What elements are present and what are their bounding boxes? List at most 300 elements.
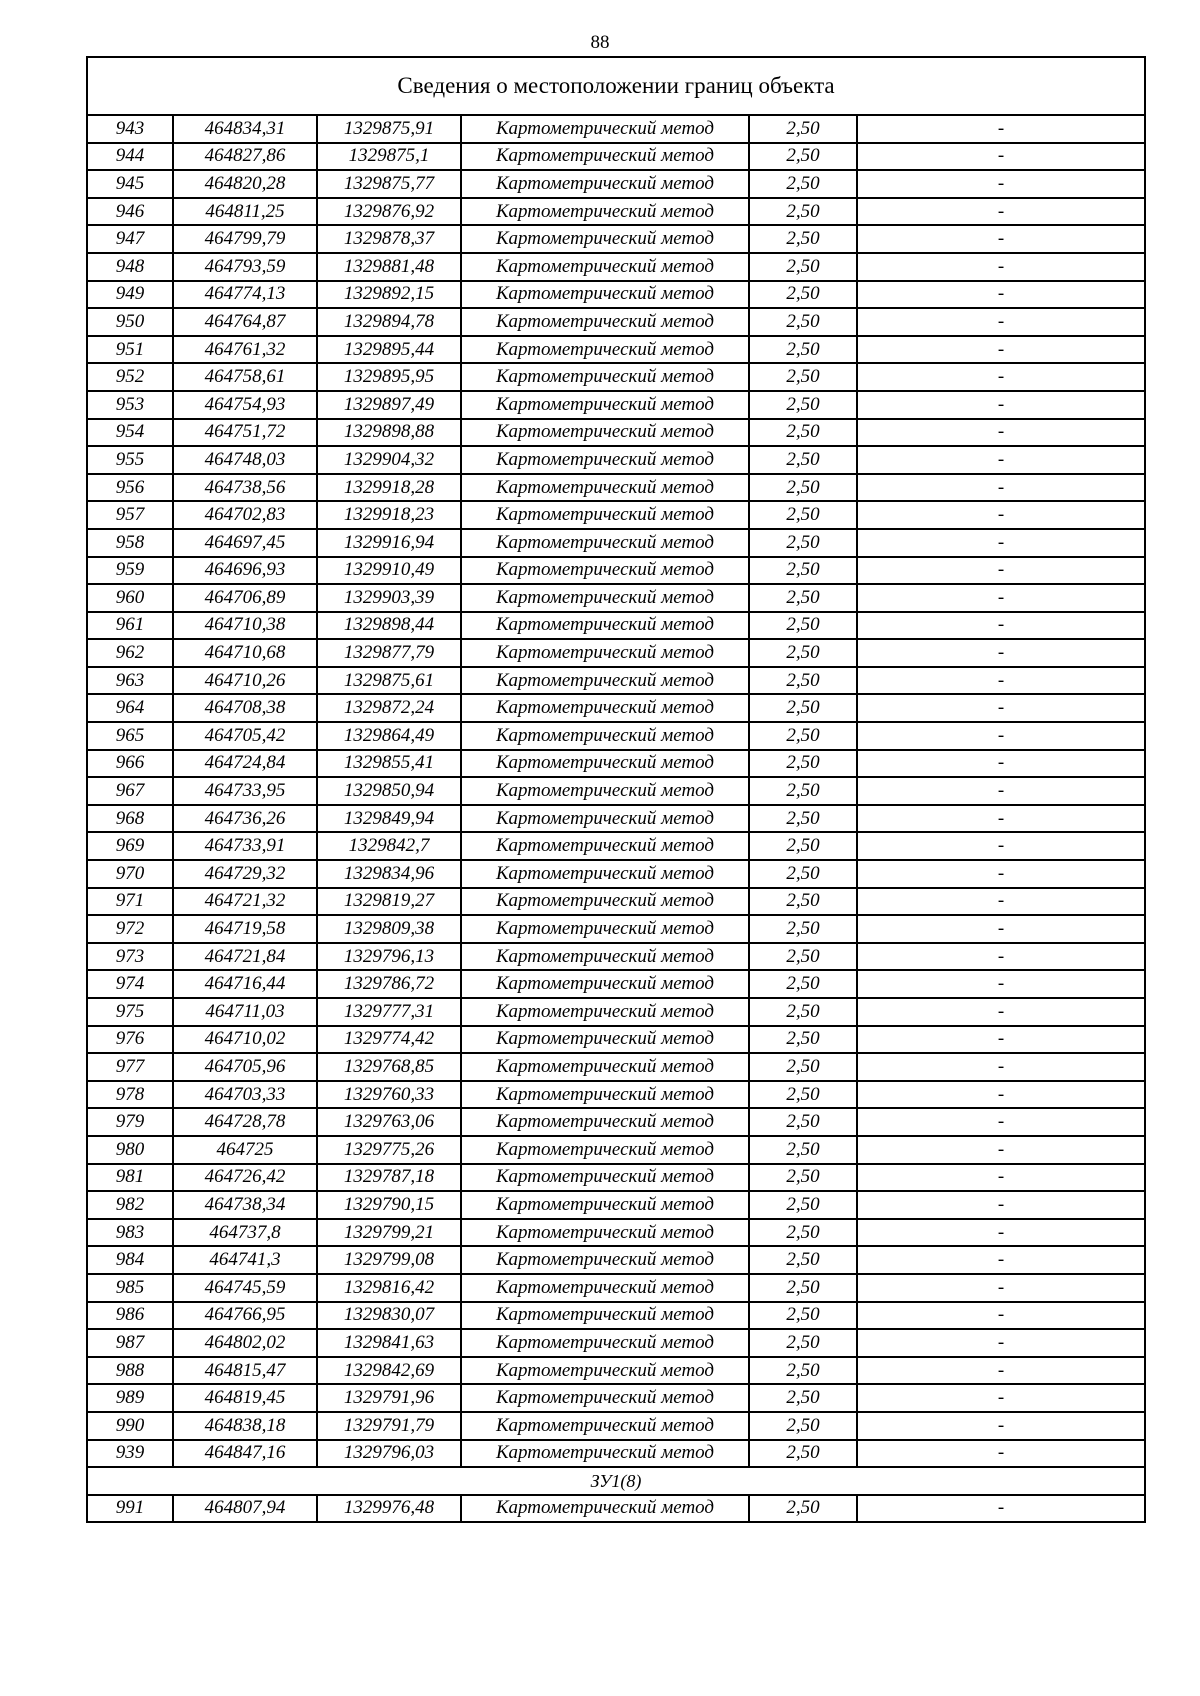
table-row (87, 1412, 1145, 1440)
accuracy-cell: 2,50 (749, 198, 857, 226)
x-coordinate-cell: 464751,72 (173, 419, 317, 447)
y-coordinate-cell: 1329775,26 (317, 1136, 461, 1164)
description-cell: - (857, 529, 1145, 557)
y-coordinate-cell: 1329830,07 (317, 1302, 461, 1330)
description-cell: - (857, 805, 1145, 833)
description-cell: - (857, 1329, 1145, 1357)
description-cell: - (857, 694, 1145, 722)
table-row (87, 225, 1145, 253)
description-cell: - (857, 1108, 1145, 1136)
table-row (87, 1108, 1145, 1136)
point-number-cell: 952 (87, 363, 173, 391)
table-row (87, 529, 1145, 557)
x-coordinate-cell: 464703,33 (173, 1081, 317, 1109)
description-cell: - (857, 501, 1145, 529)
point-number-cell: 983 (87, 1219, 173, 1247)
accuracy-cell: 2,50 (749, 115, 857, 143)
accuracy-cell: 2,50 (749, 557, 857, 585)
method-cell: Картометрический метод (461, 225, 749, 253)
point-number-cell: 982 (87, 1191, 173, 1219)
table-row (87, 1081, 1145, 1109)
point-number-cell: 947 (87, 225, 173, 253)
accuracy-cell: 2,50 (749, 584, 857, 612)
accuracy-cell: 2,50 (749, 446, 857, 474)
description-cell: - (857, 943, 1145, 971)
x-coordinate-cell: 464710,38 (173, 612, 317, 640)
y-coordinate-cell: 1329777,31 (317, 998, 461, 1026)
description-cell: - (857, 612, 1145, 640)
table-row (87, 832, 1145, 860)
accuracy-cell: 2,50 (749, 474, 857, 502)
point-number-cell: 991 (87, 1495, 173, 1523)
y-coordinate-cell: 1329760,33 (317, 1081, 461, 1109)
method-cell: Картометрический метод (461, 832, 749, 860)
x-coordinate-cell: 464819,45 (173, 1384, 317, 1412)
table-row (87, 915, 1145, 943)
accuracy-cell: 2,50 (749, 1246, 857, 1274)
y-coordinate-cell: 1329895,95 (317, 363, 461, 391)
method-cell: Картометрический метод (461, 584, 749, 612)
x-coordinate-cell: 464726,42 (173, 1164, 317, 1192)
table-row (87, 667, 1145, 695)
point-number-cell: 975 (87, 998, 173, 1026)
description-cell: - (857, 1357, 1145, 1385)
table-row (87, 1357, 1145, 1385)
table-row (87, 970, 1145, 998)
table-row (87, 1053, 1145, 1081)
table-row (87, 391, 1145, 419)
table-body (87, 57, 1145, 1522)
accuracy-cell: 2,50 (749, 1026, 857, 1054)
x-coordinate-cell: 464702,83 (173, 501, 317, 529)
accuracy-cell: 2,50 (749, 694, 857, 722)
point-number-cell: 984 (87, 1246, 173, 1274)
point-number-cell: 957 (87, 501, 173, 529)
method-cell: Картометрический метод (461, 722, 749, 750)
point-number-cell: 974 (87, 970, 173, 998)
method-cell: Картометрический метод (461, 943, 749, 971)
description-cell: - (857, 446, 1145, 474)
method-cell: Картометрический метод (461, 1274, 749, 1302)
x-coordinate-cell: 464820,28 (173, 170, 317, 198)
x-coordinate-cell: 464834,31 (173, 115, 317, 143)
description-cell: - (857, 253, 1145, 281)
y-coordinate-cell: 1329916,94 (317, 529, 461, 557)
x-coordinate-cell: 464815,47 (173, 1357, 317, 1385)
method-cell: Картометрический метод (461, 888, 749, 916)
description-cell: - (857, 225, 1145, 253)
point-number-cell: 958 (87, 529, 173, 557)
description-cell: - (857, 170, 1145, 198)
table-row (87, 1495, 1145, 1523)
section-row (87, 1467, 1145, 1495)
y-coordinate-cell: 1329850,94 (317, 777, 461, 805)
x-coordinate-cell: 464710,02 (173, 1026, 317, 1054)
method-cell: Картометрический метод (461, 612, 749, 640)
method-cell: Картометрический метод (461, 1329, 749, 1357)
accuracy-cell: 2,50 (749, 943, 857, 971)
y-coordinate-cell: 1329809,38 (317, 915, 461, 943)
point-number-cell: 966 (87, 750, 173, 778)
table-row (87, 419, 1145, 447)
y-coordinate-cell: 1329842,69 (317, 1357, 461, 1385)
y-coordinate-cell: 1329819,27 (317, 888, 461, 916)
x-coordinate-cell: 464802,02 (173, 1329, 317, 1357)
method-cell: Картометрический метод (461, 143, 749, 171)
description-cell: - (857, 363, 1145, 391)
method-cell: Картометрический метод (461, 557, 749, 585)
method-cell: Картометрический метод (461, 1384, 749, 1412)
y-coordinate-cell: 1329790,15 (317, 1191, 461, 1219)
accuracy-cell: 2,50 (749, 970, 857, 998)
x-coordinate-cell: 464719,58 (173, 915, 317, 943)
table-row (87, 1246, 1145, 1274)
accuracy-cell: 2,50 (749, 1108, 857, 1136)
method-cell: Картометрический метод (461, 446, 749, 474)
accuracy-cell: 2,50 (749, 225, 857, 253)
table-row (87, 1136, 1145, 1164)
accuracy-cell: 2,50 (749, 391, 857, 419)
description-cell: - (857, 667, 1145, 695)
x-coordinate-cell: 464754,93 (173, 391, 317, 419)
table-row (87, 1026, 1145, 1054)
accuracy-cell: 2,50 (749, 1384, 857, 1412)
description-cell: - (857, 143, 1145, 171)
point-number-cell: 945 (87, 170, 173, 198)
y-coordinate-cell: 1329918,23 (317, 501, 461, 529)
point-number-cell: 976 (87, 1026, 173, 1054)
description-cell: - (857, 474, 1145, 502)
table-row (87, 115, 1145, 143)
x-coordinate-cell: 464847,16 (173, 1440, 317, 1468)
table-row (87, 777, 1145, 805)
x-coordinate-cell: 464710,68 (173, 639, 317, 667)
x-coordinate-cell: 464697,45 (173, 529, 317, 557)
method-cell: Картометрический метод (461, 1053, 749, 1081)
point-number-cell: 968 (87, 805, 173, 833)
x-coordinate-cell: 464738,56 (173, 474, 317, 502)
y-coordinate-cell: 1329895,44 (317, 336, 461, 364)
y-coordinate-cell: 1329796,03 (317, 1440, 461, 1468)
accuracy-cell: 2,50 (749, 777, 857, 805)
point-number-cell: 990 (87, 1412, 173, 1440)
y-coordinate-cell: 1329787,18 (317, 1164, 461, 1192)
accuracy-cell: 2,50 (749, 1329, 857, 1357)
y-coordinate-cell: 1329816,42 (317, 1274, 461, 1302)
y-coordinate-cell: 1329768,85 (317, 1053, 461, 1081)
x-coordinate-cell: 464729,32 (173, 860, 317, 888)
method-cell: Картометрический метод (461, 777, 749, 805)
accuracy-cell: 2,50 (749, 308, 857, 336)
table-row (87, 1191, 1145, 1219)
table-row (87, 943, 1145, 971)
point-number-cell: 960 (87, 584, 173, 612)
description-cell: - (857, 115, 1145, 143)
point-number-cell: 943 (87, 115, 173, 143)
point-number-cell: 946 (87, 198, 173, 226)
point-number-cell: 969 (87, 832, 173, 860)
point-number-cell: 970 (87, 860, 173, 888)
description-cell: - (857, 557, 1145, 585)
x-coordinate-cell: 464761,32 (173, 336, 317, 364)
y-coordinate-cell: 1329876,92 (317, 198, 461, 226)
point-number-cell: 964 (87, 694, 173, 722)
description-cell: - (857, 1384, 1145, 1412)
accuracy-cell: 2,50 (749, 998, 857, 1026)
accuracy-cell: 2,50 (749, 1412, 857, 1440)
method-cell: Картометрический метод (461, 1136, 749, 1164)
method-cell: Картометрический метод (461, 391, 749, 419)
point-number-cell: 965 (87, 722, 173, 750)
x-coordinate-cell: 464774,13 (173, 281, 317, 309)
x-coordinate-cell: 464721,32 (173, 888, 317, 916)
point-number-cell: 954 (87, 419, 173, 447)
y-coordinate-cell: 1329875,1 (317, 143, 461, 171)
accuracy-cell: 2,50 (749, 1081, 857, 1109)
method-cell: Картометрический метод (461, 1246, 749, 1274)
accuracy-cell: 2,50 (749, 1191, 857, 1219)
x-coordinate-cell: 464748,03 (173, 446, 317, 474)
point-number-cell: 951 (87, 336, 173, 364)
table-title-row (87, 57, 1145, 115)
method-cell: Картометрический метод (461, 1219, 749, 1247)
x-coordinate-cell: 464725 (173, 1136, 317, 1164)
accuracy-cell: 2,50 (749, 1440, 857, 1468)
y-coordinate-cell: 1329791,79 (317, 1412, 461, 1440)
method-cell: Картометрический метод (461, 970, 749, 998)
table-row (87, 253, 1145, 281)
method-cell: Картометрический метод (461, 336, 749, 364)
y-coordinate-cell: 1329872,24 (317, 694, 461, 722)
accuracy-cell: 2,50 (749, 529, 857, 557)
method-cell: Картометрический метод (461, 198, 749, 226)
accuracy-cell: 2,50 (749, 805, 857, 833)
description-cell: - (857, 1219, 1145, 1247)
method-cell: Картометрический метод (461, 1026, 749, 1054)
table-row (87, 584, 1145, 612)
point-number-cell: 988 (87, 1357, 173, 1385)
accuracy-cell: 2,50 (749, 722, 857, 750)
y-coordinate-cell: 1329877,79 (317, 639, 461, 667)
x-coordinate-cell: 464721,84 (173, 943, 317, 971)
x-coordinate-cell: 464811,25 (173, 198, 317, 226)
y-coordinate-cell: 1329791,96 (317, 1384, 461, 1412)
section-label: ЗУ1(8) (87, 1467, 1145, 1495)
x-coordinate-cell: 464710,26 (173, 667, 317, 695)
table-row (87, 639, 1145, 667)
accuracy-cell: 2,50 (749, 1053, 857, 1081)
table-row (87, 722, 1145, 750)
description-cell: - (857, 584, 1145, 612)
point-number-cell: 979 (87, 1108, 173, 1136)
method-cell: Картометрический метод (461, 170, 749, 198)
method-cell: Картометрический метод (461, 363, 749, 391)
y-coordinate-cell: 1329918,28 (317, 474, 461, 502)
point-number-cell: 939 (87, 1440, 173, 1468)
y-coordinate-cell: 1329875,61 (317, 667, 461, 695)
point-number-cell: 971 (87, 888, 173, 916)
description-cell: - (857, 1053, 1145, 1081)
table-row (87, 1384, 1145, 1412)
description-cell: - (857, 1191, 1145, 1219)
point-number-cell: 956 (87, 474, 173, 502)
x-coordinate-cell: 464733,91 (173, 832, 317, 860)
method-cell: Картометрический метод (461, 1081, 749, 1109)
description-cell: - (857, 639, 1145, 667)
table-row (87, 694, 1145, 722)
table-row (87, 281, 1145, 309)
y-coordinate-cell: 1329881,48 (317, 253, 461, 281)
point-number-cell: 963 (87, 667, 173, 695)
x-coordinate-cell: 464696,93 (173, 557, 317, 585)
point-number-cell: 944 (87, 143, 173, 171)
method-cell: Картометрический метод (461, 694, 749, 722)
point-number-cell: 950 (87, 308, 173, 336)
method-cell: Картометрический метод (461, 860, 749, 888)
point-number-cell: 985 (87, 1274, 173, 1302)
method-cell: Картометрический метод (461, 1412, 749, 1440)
accuracy-cell: 2,50 (749, 336, 857, 364)
method-cell: Картометрический метод (461, 667, 749, 695)
y-coordinate-cell: 1329799,21 (317, 1219, 461, 1247)
method-cell: Картометрический метод (461, 1440, 749, 1468)
method-cell: Картометрический метод (461, 253, 749, 281)
table-row (87, 143, 1145, 171)
description-cell: - (857, 1495, 1145, 1523)
accuracy-cell: 2,50 (749, 253, 857, 281)
x-coordinate-cell: 464758,61 (173, 363, 317, 391)
y-coordinate-cell: 1329892,15 (317, 281, 461, 309)
y-coordinate-cell: 1329864,49 (317, 722, 461, 750)
description-cell: - (857, 308, 1145, 336)
x-coordinate-cell: 464807,94 (173, 1495, 317, 1523)
accuracy-cell: 2,50 (749, 363, 857, 391)
accuracy-cell: 2,50 (749, 639, 857, 667)
point-number-cell: 953 (87, 391, 173, 419)
table-row (87, 805, 1145, 833)
y-coordinate-cell: 1329841,63 (317, 1329, 461, 1357)
x-coordinate-cell: 464838,18 (173, 1412, 317, 1440)
y-coordinate-cell: 1329898,44 (317, 612, 461, 640)
accuracy-cell: 2,50 (749, 1219, 857, 1247)
table-row (87, 446, 1145, 474)
table-row (87, 612, 1145, 640)
table-row (87, 998, 1145, 1026)
y-coordinate-cell: 1329878,37 (317, 225, 461, 253)
point-number-cell: 973 (87, 943, 173, 971)
point-number-cell: 955 (87, 446, 173, 474)
method-cell: Картометрический метод (461, 474, 749, 502)
method-cell: Картометрический метод (461, 1495, 749, 1523)
description-cell: - (857, 1026, 1145, 1054)
description-cell: - (857, 970, 1145, 998)
x-coordinate-cell: 464764,87 (173, 308, 317, 336)
description-cell: - (857, 1164, 1145, 1192)
table-row (87, 474, 1145, 502)
accuracy-cell: 2,50 (749, 281, 857, 309)
description-cell: - (857, 1136, 1145, 1164)
description-cell: - (857, 750, 1145, 778)
y-coordinate-cell: 1329849,94 (317, 805, 461, 833)
method-cell: Картометрический метод (461, 805, 749, 833)
table-row (87, 1164, 1145, 1192)
y-coordinate-cell: 1329875,77 (317, 170, 461, 198)
table-title: Сведения о местоположении границ объекта (87, 57, 1145, 115)
x-coordinate-cell: 464724,84 (173, 750, 317, 778)
accuracy-cell: 2,50 (749, 170, 857, 198)
accuracy-cell: 2,50 (749, 1164, 857, 1192)
y-coordinate-cell: 1329976,48 (317, 1495, 461, 1523)
x-coordinate-cell: 464708,38 (173, 694, 317, 722)
y-coordinate-cell: 1329796,13 (317, 943, 461, 971)
table-row (87, 888, 1145, 916)
accuracy-cell: 2,50 (749, 501, 857, 529)
description-cell: - (857, 1274, 1145, 1302)
method-cell: Картометрический метод (461, 1164, 749, 1192)
method-cell: Картометрический метод (461, 639, 749, 667)
table-row (87, 308, 1145, 336)
description-cell: - (857, 888, 1145, 916)
method-cell: Картометрический метод (461, 419, 749, 447)
point-number-cell: 986 (87, 1302, 173, 1330)
y-coordinate-cell: 1329799,08 (317, 1246, 461, 1274)
table-row (87, 750, 1145, 778)
table-row (87, 1219, 1145, 1247)
point-number-cell: 987 (87, 1329, 173, 1357)
method-cell: Картометрический метод (461, 1108, 749, 1136)
x-coordinate-cell: 464736,26 (173, 805, 317, 833)
description-cell: - (857, 1081, 1145, 1109)
method-cell: Картометрический метод (461, 915, 749, 943)
x-coordinate-cell: 464706,89 (173, 584, 317, 612)
page-number: 88 (590, 32, 610, 53)
y-coordinate-cell: 1329774,42 (317, 1026, 461, 1054)
method-cell: Картометрический метод (461, 1357, 749, 1385)
description-cell: - (857, 722, 1145, 750)
accuracy-cell: 2,50 (749, 1495, 857, 1523)
x-coordinate-cell: 464728,78 (173, 1108, 317, 1136)
y-coordinate-cell: 1329894,78 (317, 308, 461, 336)
table-row (87, 1302, 1145, 1330)
x-coordinate-cell: 464738,34 (173, 1191, 317, 1219)
point-number-cell: 948 (87, 253, 173, 281)
accuracy-cell: 2,50 (749, 832, 857, 860)
description-cell: - (857, 1412, 1145, 1440)
y-coordinate-cell: 1329842,7 (317, 832, 461, 860)
description-cell: - (857, 998, 1145, 1026)
method-cell: Картометрический метод (461, 115, 749, 143)
point-number-cell: 961 (87, 612, 173, 640)
accuracy-cell: 2,50 (749, 143, 857, 171)
table-row (87, 170, 1145, 198)
accuracy-cell: 2,50 (749, 1136, 857, 1164)
y-coordinate-cell: 1329897,49 (317, 391, 461, 419)
x-coordinate-cell: 464711,03 (173, 998, 317, 1026)
description-cell: - (857, 336, 1145, 364)
table-row (87, 860, 1145, 888)
table-row (87, 1274, 1145, 1302)
table-row (87, 363, 1145, 391)
point-number-cell: 949 (87, 281, 173, 309)
y-coordinate-cell: 1329855,41 (317, 750, 461, 778)
point-number-cell: 978 (87, 1081, 173, 1109)
x-coordinate-cell: 464733,95 (173, 777, 317, 805)
x-coordinate-cell: 464705,96 (173, 1053, 317, 1081)
accuracy-cell: 2,50 (749, 1302, 857, 1330)
point-number-cell: 981 (87, 1164, 173, 1192)
description-cell: - (857, 1302, 1145, 1330)
y-coordinate-cell: 1329875,91 (317, 115, 461, 143)
